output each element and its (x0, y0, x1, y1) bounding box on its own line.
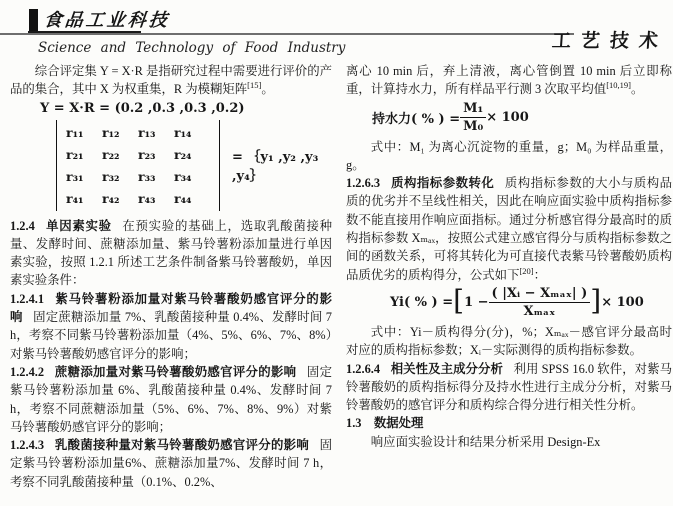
matrix-cell: r₂₁ (66, 146, 84, 162)
journal-subtitle: Science and Technology of Food Industry (38, 40, 346, 56)
section-1-3-heading (346, 414, 672, 432)
citation-ref: [20] (519, 265, 534, 276)
section-number: 1.2.4.2 (10, 364, 45, 379)
header-rule (0, 33, 574, 35)
section-number: 1.2.6.4 (346, 361, 381, 376)
section-1-2-4-2 (10, 363, 332, 436)
paragraph-text: 离心 10 min 后，弃上清液，离心管倒置 10 min 后立即称重，计算持水力，所有样品平行测 3 次取平均值 (346, 64, 672, 97)
section-title: 质构指标参数转化 (390, 176, 495, 191)
section-1-2-6-4 (346, 360, 672, 415)
section-1-2-4-1 (10, 290, 332, 363)
section-title: 数据处理 (373, 416, 424, 431)
paragraph-comprehensive-set (10, 62, 332, 99)
matrix-cell: r₁₃ (138, 124, 156, 140)
section-number: 1.2.6.3 (346, 176, 381, 191)
matrix-cell: r₃₂ (102, 168, 120, 184)
paragraph-yi-note: 式中：Yi－质构得分(分)，%；Xₘₐₓ－感官评分最高时对应的质构指标参数；Xᵢ－实际测得的质构指标参数。 (346, 324, 672, 358)
matrix-cell: r₃₁ (66, 168, 84, 184)
right-column (346, 62, 673, 449)
section-1-2-4 (10, 217, 332, 290)
matrix-body (56, 120, 220, 211)
section-title: 紫马铃薯粉添加量对紫马铃薯酸奶感官评分的影响 (10, 291, 332, 325)
paragraph-water-note: 式中：M₁ 为离心沉淀物的重量，g；M₀ 为样品重量，g。 (346, 139, 672, 172)
matrix-cell: r₁₄ (174, 124, 192, 140)
paragraph-text: 。 (631, 82, 644, 97)
matrix-cell: r₂₂ (102, 146, 120, 162)
fraction-denominator: M₀ (463, 118, 484, 134)
column-tag: 工艺技术 (551, 30, 669, 52)
matrix-cell: r₄₂ (102, 190, 120, 206)
matrix-cell: r₃₃ (138, 168, 156, 184)
section-number: 1.2.4 (10, 218, 35, 233)
section-number: 1.3 (346, 416, 362, 431)
paragraph-text: 。 (261, 82, 274, 97)
section-1-2-4-3 (10, 436, 332, 491)
formula-water-holding (372, 101, 672, 134)
matrix-cell: r₄₁ (66, 190, 84, 206)
paragraph-text: 利用 SPSS 16.0 软件，对紫马铃薯酸奶的质构指标得分及持水性进行主成分分析，对紫马铃薯酸奶的感官评分和质构综合得分进行相关性分析。 (346, 361, 673, 413)
section-title: 单因素实验 (45, 218, 112, 233)
fuzzy-matrix (56, 120, 332, 211)
section-number: 1.2.4.3 (10, 438, 45, 453)
matrix-cell: r₂₄ (174, 146, 192, 162)
section-number: 1.2.4.1 (10, 291, 45, 306)
fraction-numerator: ( |Xᵢ − Xₘₐₓ| ) (489, 286, 591, 303)
paragraph-text: 响应面实验设计和结果分析采用 Design-Ex (370, 434, 601, 449)
matrix-cell: r₄₄ (174, 190, 192, 206)
citation-ref: [10,19] (606, 80, 631, 91)
paragraph-text: 固定蔗糖添加量 7%、乳酸菌接种量 0.4%、发酵时间 7 h，考察不同紫马铃薯粉添加量（4%、5%、6%、7%、8%）对紫马铃薯酸奶感官评分的影响； (10, 310, 332, 361)
paragraph-text: 综合评定集 Y = X·R 是指研究过程中需要进行评价的产品的集合，其中 X 为权重集，R 为模糊矩阵 (10, 64, 332, 97)
section-title: 乳酸菌接种量对紫马铃薯酸奶感官评分的影响 (54, 438, 310, 453)
paragraph-text: 质构指标参数的大小与质构品质的优劣并不呈线性相关，因此在响应面实验中质构指标参数不能直接用作响应面指标。通过分析感官得分最高时的质构指标参数 Xₘₐₓ，按照公式建立感官得分与质构指标参数之间的函数关系，可将其转化为可直接代表紫马铃薯酸奶质构品质优劣的质构得分，公式如下 (346, 176, 673, 282)
matrix-result: = ｛y₁ ,y₂ ,y₃ ,y₄｝ (232, 150, 319, 185)
matrix-cell: r₂₃ (138, 146, 156, 162)
paragraph-text: ： (533, 267, 547, 282)
fraction-numerator: M₁ (460, 101, 486, 118)
fraction (489, 286, 591, 319)
formula-tail: × 100 (486, 109, 529, 125)
section-title: 相关性及主成分分析 (390, 361, 503, 376)
clipped-bottom-line (346, 433, 672, 449)
fraction-denominator: Xₘₐₓ (523, 303, 556, 319)
formula-y-lead: Y = X·R = (0.2 ,0.3 ,0.3 ,0.2) (40, 100, 245, 116)
formula-term: 1 − (464, 294, 489, 310)
journal-logo: 食品工业科技 (42, 10, 171, 30)
matrix-cell: r₄₃ (138, 190, 156, 206)
formula-lead: Yi( % ) = (390, 294, 454, 310)
paragraph-water-holding (346, 62, 672, 99)
paragraph-text: 固定紫马铃薯粉添加量 6%、乳酸菌接种量 0.4%、发酵时间 7 h，考察不同蔗糖添加量（5%、6%、7%、8%、9%）对紫马铃薯酸奶感官评分的影响； (10, 364, 333, 434)
section-title: 蔗糖添加量对紫马铃薯酸奶感官评分的影响 (54, 364, 297, 379)
left-column (10, 62, 332, 491)
paragraph-text: 固定紫马铃薯粉添加量6%、蔗糖添加量7%、发酵时间 7 h，考察不同乳酸菌接种量（0.1%、0.2%、 (10, 438, 332, 489)
fraction (460, 101, 486, 134)
section-1-2-6-3 (346, 174, 672, 284)
citation-ref: [15] (247, 80, 262, 91)
matrix-cell: r₁₁ (66, 124, 84, 140)
matrix-cell: r₃₄ (174, 168, 192, 184)
masthead-bar (29, 9, 38, 33)
formula-tail: × 100 (601, 294, 644, 310)
formula-lead: 持水力( % ) = (372, 111, 461, 127)
formula-texture-score: Yi( % ) = [ 1 − $\frac{\text{( |Xᵢ − Xₘₐₓ| )}}{\text{Xₘₐₓ}}$ ] × 100 (390, 284, 644, 319)
matrix-cell: r₁₂ (102, 124, 120, 140)
paragraph-text: 在预实验的基础上，选取乳酸菌接种量、发酵时间、蔗糖添加量、紫马铃薯粉添加量进行单因素实验，按照 1.2.1 所述工艺条件制备紫马铃薯酸奶，单因素实验条件： (10, 218, 333, 288)
